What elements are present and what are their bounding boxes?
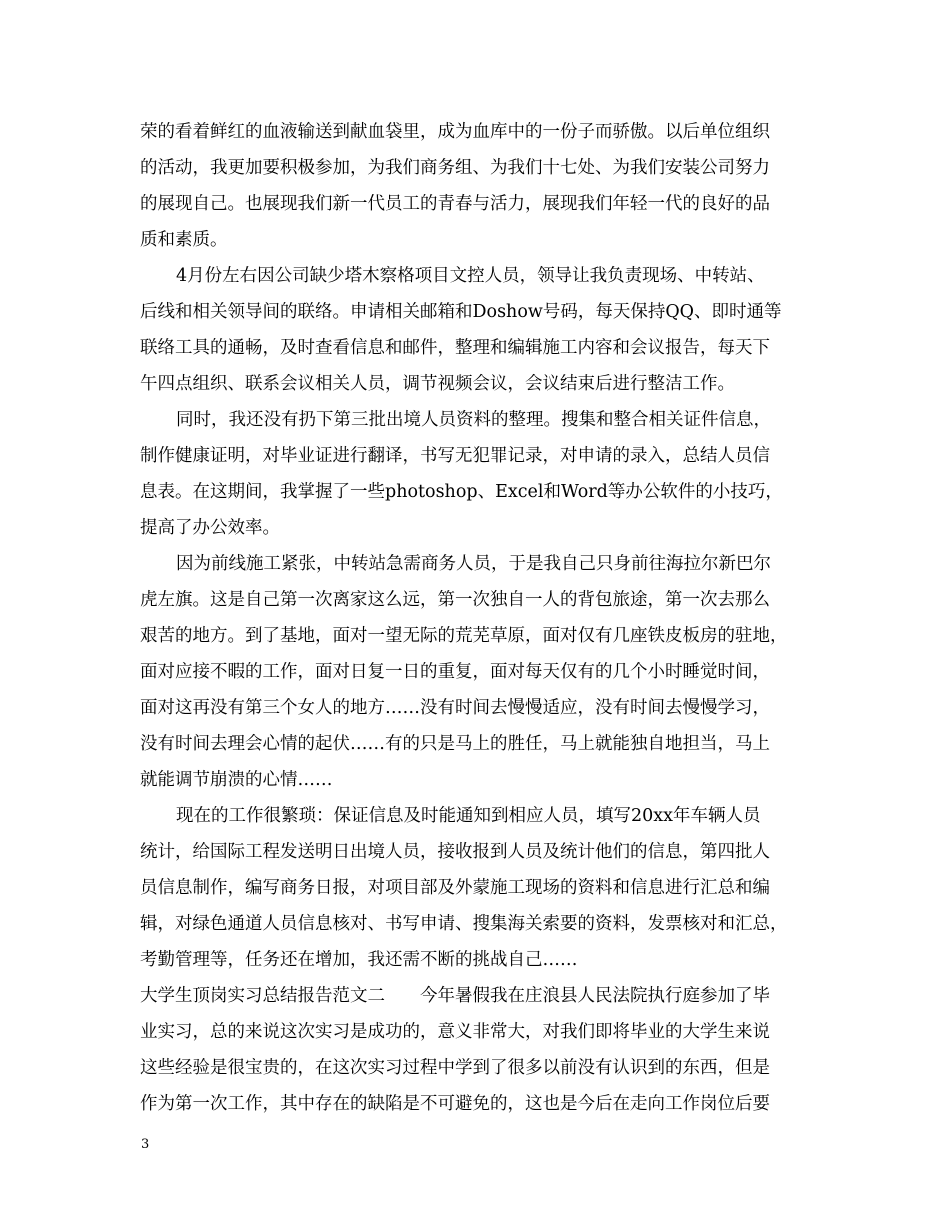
text-line: 没有时间去理会心情的起伏……有的只是马上的胜任，马上就能独自地担当，马上: [140, 734, 770, 754]
text-line: 业实习，总的来说这次实习是成功的，意义非常大，对我们即将毕业的大学生来说: [140, 1022, 770, 1042]
text-line: 就能调节崩溃的心情……: [140, 770, 333, 790]
text-line: 面对应接不暇的工作，面对日复一日的重复，面对每天仅有的几个小时睡觉时间，: [140, 662, 770, 682]
paragraph-start-line: 同时，我还没有扔下第三批出境人员资料的整理。搜集和整合相关证件信息，: [176, 410, 771, 430]
page-number: 3: [141, 1137, 150, 1152]
section-heading-line: 大学生顶岗实习总结报告范文二 今年暑假我在庄浪县人民法院执行庭参加了毕: [140, 986, 770, 1006]
text-line: 考勤管理等，任务还在增加，我还需不断的挑战自己……: [140, 950, 578, 970]
paragraph-start-line: 因为前线施工紧张，中转站急需商务人员，于是我自己只身前往海拉尔新巴尔: [176, 554, 771, 574]
text-line: 辑，对绿色通道人员信息核对、书写申请、搜集海关索要的资料，发票核对和汇总，: [140, 914, 788, 934]
text-line: 质和素质。: [140, 230, 228, 250]
text-line: 制作健康证明，对毕业证进行翻译，书写无犯罪记录，对申请的录入，总结人员信: [140, 446, 770, 466]
text-line: 午四点组织、联系会议相关人员，调节视频会议，会议结束后进行整洁工作。: [140, 374, 735, 394]
text-line: 虎左旗。这是自己第一次离家这么远，第一次独自一人的背包旅途，第一次去那么: [140, 590, 770, 610]
paragraph-start-line: 4月份左右因公司缺少塔木察格项目文控人员，领导让我负责现场、中转站、: [176, 266, 765, 286]
text-line: 息表。在这期间，我掌握了一些photoshop、Excel和Word等办公软件的小技巧，: [140, 482, 783, 502]
text-line: 后线和相关领导间的联络。申请相关邮箱和Doshow号码，每天保持QQ、即时通等: [140, 302, 782, 322]
paragraph-start-line: 现在的工作很繁琐：保证信息及时能通知到相应人员，填写20xx年车辆人员: [176, 806, 761, 826]
text-line: 员信息制作，编写商务日报，对项目部及外蒙施工现场的资料和信息进行汇总和编: [140, 878, 770, 898]
text-line: 的展现自己。也展现我们新一代员工的青春与活力，展现我们年轻一代的良好的品: [140, 194, 770, 214]
text-line: 艰苦的地方。到了基地，面对一望无际的荒芜草原，面对仅有几座铁皮板房的驻地，: [140, 626, 788, 646]
text-line: 的活动，我更加要积极参加，为我们商务组、为我们十七处、为我们安装公司努力: [140, 158, 770, 178]
text-line: 荣的看着鲜红的血液输送到献血袋里，成为血库中的一份子而骄傲。以后单位组织: [140, 122, 770, 142]
text-line: 这些经验是很宝贵的，在这次实习过程中学到了很多以前没有认识到的东西，但是: [140, 1058, 770, 1078]
text-line: 面对这再没有第三个女人的地方……没有时间去慢慢适应，没有时间去慢慢学习，: [140, 698, 770, 718]
text-line: 作为第一次工作，其中存在的缺陷是不可避免的，这也是今后在走向工作岗位后要: [140, 1094, 770, 1114]
text-line: 提高了办公效率。: [140, 518, 280, 538]
text-line: 统计，给国际工程发送明日出境人员，接收报到人员及统计他们的信息，第四批人: [140, 842, 770, 862]
text-line: 联络工具的通畅，及时查看信息和邮件，整理和编辑施工内容和会议报告，每天下: [140, 338, 770, 358]
